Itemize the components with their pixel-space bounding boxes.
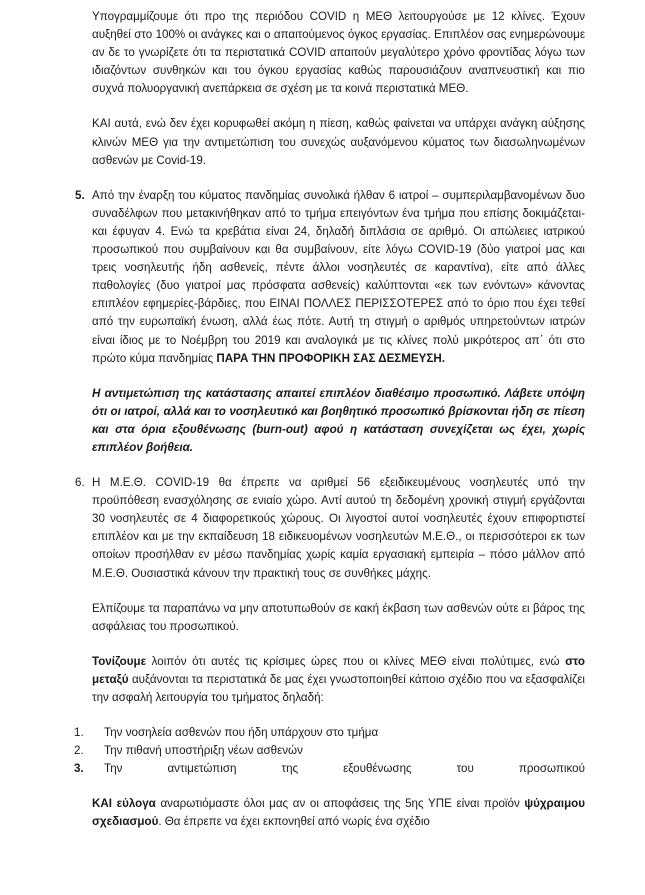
list-number: 3. [74, 762, 84, 776]
list-word: εξουθένωσης [343, 762, 412, 776]
paragraph-text: αυξάνονται τα περιστατικά δε μας έχει γνωστοποιηθεί κάποιο σχέδιο που να εξασφαλίζει την ασφαλή λειτουργία του τμήματος δηλαδή: [92, 672, 585, 704]
paragraph-closing [92, 795, 585, 831]
list-text: Την πιθανή υποστήριξη νέων ασθενών [104, 744, 303, 758]
numbered-list [74, 724, 585, 778]
bold-word: ψύχραιμου σχεδιασμού [92, 797, 585, 829]
paragraph-hope: Ελπίζουμε τα παραπάνω να μην αποτυπωθούν σε κακή έκβαση των ασθενών ούτε ει βάρος της ασφάλειας του προσωπικού. [92, 601, 585, 633]
paragraph-text: αναρωτιόμαστε όλοι μας αν οι αποφάσεις της 5ης ΥΠΕ είναι προϊόν [155, 797, 525, 811]
numbered-item-5 [75, 187, 585, 457]
list-text: Την νοσηλεία ασθενών που ήδη υπάρχουν στο τμήμα [104, 726, 379, 740]
paragraph-icu-beds [92, 8, 585, 98]
list-word: της [281, 762, 299, 776]
emphasis-paragraph-staff: Η αντιμετώπιση της κατάστασης απαιτεί επιπλέον διαθέσιμο προσωπικό. Λάβετε υπόψη ότι οι ιατροί, αλλά και το νοσηλευτικό και βοηθητικό προσωπικό βρίσκονται ήδη σε πίεση και στα όρια εξουθένωσης (burn-out) αφού η κατάσταση συνεχίζεται ως έχει, χωρίς επιπλέον βοήθεια. [92, 386, 585, 454]
list-word: Την [104, 762, 123, 776]
list-word: αντιμετώπιση [167, 762, 237, 776]
list-word: του [456, 762, 474, 776]
numbered-item-6 [75, 474, 585, 583]
list-item [74, 742, 585, 760]
paragraph-text: Έχουν αυξηθεί στο 100% οι ανάγκες και ο απαιτούμενος όγκος εργασίας. Επιπλέον σας ενημερώνουμε αν δε το γνωρίζετε ότι τα περιστατικά COVID απαιτούν μεγαλύτερο χρόνο φροντίδας λόγω των ιδιαζόντων συνθηκών και του όγκου εργασίας καθώς παρουσιάζουν αναπνευστική και πιο συχνά πολυοργανική ανεπάρκεια σε σχέση με τα κοινά περιστατικά ΜΕΘ. [92, 10, 585, 96]
list-number: 2. [74, 744, 84, 758]
bold-word: στο μεταξύ [92, 654, 585, 686]
paragraph-line: Υπογραμμίζουμε ότι προ της περιόδου COVID η ΜΕΘ λειτουργούσε με 12 κλίνες. [92, 10, 546, 23]
paragraph-pressure: ΚΑΙ αυτά, ενώ δεν έχει κορυφωθεί ακόμη η πίεση, καθώς φαίνεται να υπάρχει ανάγκη αύξησης κλινών ΜΕΘ για την αντιμετώπιση του συνεχώς αυξανόμενου κύματος των διασωληνωμένων ασθενών με Covid-19. [92, 117, 585, 167]
paragraph-emphasis [92, 653, 585, 707]
list-word: προσωπικού [518, 762, 585, 776]
list-number: 1. [74, 726, 84, 740]
list-item [74, 760, 585, 778]
bold-commitment: ΠΑΡΑ ΤΗΝ ΠΡΟΦΟΡΙΚΗ ΣΑΣ ΔΕΣΜΕΥΣΗ. [216, 351, 445, 365]
item-5-text [92, 187, 585, 368]
paragraph-text: λοιπόν ότι αυτές τις κρίσιμες ώρες που οι κλίνες ΜΕΘ είναι πολύτιμες, ενώ [146, 654, 566, 668]
item-number: 5. [75, 188, 85, 202]
item-6-text: Η Μ.Ε.Θ. COVID-19 θα έπρεπε να αριθμεί 56 εξειδικευμένους νοσηλευτές υπό την προϋπόθεση ενασχόλησης σε ενιαίο χώρο. Αντί αυτού τη δεδομένη χρονική στιγμή εργάζονται 30 νοσηλευτές σε 4 διαφορετικούς χώρους. Οι λιγοστοί αυτοί νοσηλευτές έχουν επιφορτιστεί επιπλέον και με την εκπαίδευση 18 ειδικευομένων νοσηλευτών Μ.Ε.Θ., οι περισσότεροι εκ των οποίων προσήλθαν εν μέσω πανδημίας χωρίς καμία εργασιακή εμπειρία – πόσο μάλλον από Μ.Ε.Θ. Ουσιαστικά κάνουν την πρακτική τους σε συνθήκες μάχης. [92, 476, 585, 580]
item-text: Από την έναρξη του κύματος πανδημίας συνολικά ήλθαν 6 ιατροί – συμπεριλαμβανομένων δυο συναδέλφων που μετακινήθηκαν από το τμήμα επειγόντων ένα τμήμα που επίσης δοκιμάζεται- και έφυγαν 4. Ενώ τα κρεβάτια είναι 24, δηλαδή διπλάσια σε αριθμό. Οι απώλειες ιατρικού προσωπικού που συμβαίνουν και θα συμβαίνουν, είτε λόγω COVID-19 (δύο γιατροί μας και τρεις νοσηλευτής ήδη ασθενείς, πέντε άλλοι νοσηλευτές σε καραντίνα), είτε από άλλες παθολογίες (δυο γιατροί μας πρόσφατα ασθενείς) καλύπτονται «εκ των ενόντων» κάνοντας επιπλέον εφημερίες-βάρδιες, που ΕΙΝΑΙ ΠΟΛΛΕΣ ΠΕΡΙΣΣΟΤΕΡΕΣ από το όριο που έχει τεθεί από την ευρωπαϊκή ένωση, αλλά έως πότε. Αυτή τη στιγμή ο αριθμός υπηρετούντων ιατρών είναι ίδιος με το Νοέμβρη του 2019 και αναλογικά με τις κλίνες πολύ μικρότερος απ΄ ότι στο πρώτο κύμα πανδημίας [92, 188, 585, 365]
bold-word: Τονίζουμε [92, 654, 147, 668]
list-text-justified [104, 760, 585, 778]
item-number: 6. [75, 476, 85, 490]
paragraph-text: . Θα έπρεπε να έχει εκπονηθεί από νωρίς ένα σχέδιο [158, 815, 430, 829]
list-item [74, 724, 585, 742]
bold-word: ΚΑΙ εύλογα [92, 797, 156, 811]
